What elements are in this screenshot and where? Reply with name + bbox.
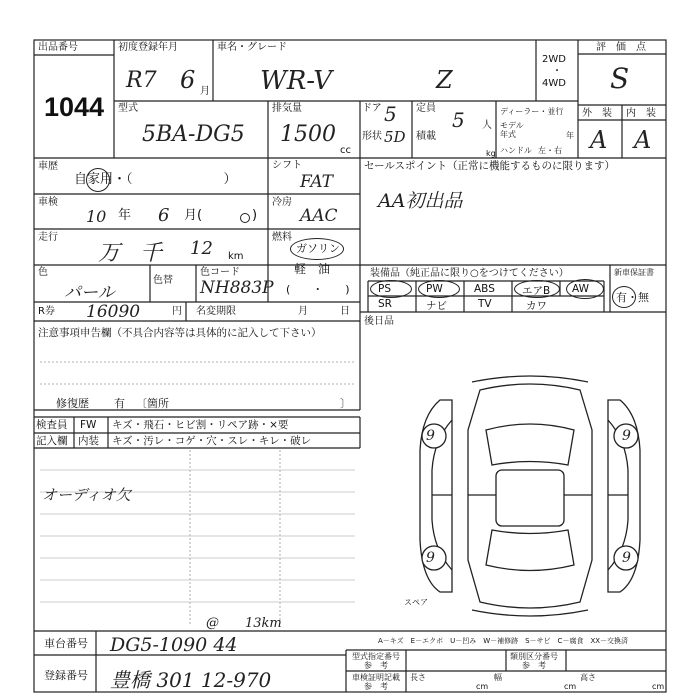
damage-mark-rear-right: 9	[622, 550, 631, 566]
equip-abs: ABS	[474, 283, 495, 295]
equip-leather: カワ	[526, 300, 547, 312]
recycle-ticket-label: R券	[38, 306, 55, 317]
history-label: 車歴	[38, 161, 58, 172]
inspection-label: 車検	[38, 197, 58, 208]
registration-month: 6	[180, 66, 196, 94]
inspector-label: 検査員	[36, 419, 68, 431]
equip-airbag: エアB	[522, 285, 551, 297]
overall-score: S	[610, 62, 630, 95]
color-code: NH883P	[200, 278, 274, 298]
inspection-dot	[240, 213, 250, 223]
handle-label: ハンドル	[500, 146, 532, 155]
fuel-label: 燃料	[272, 232, 292, 243]
model-name: WR-V	[260, 66, 332, 96]
displacement: 1500	[280, 122, 336, 147]
shape-label: 形状	[362, 131, 382, 142]
registration-era: R7	[126, 68, 157, 93]
drive-2wd: 2WD	[542, 54, 566, 65]
warranty-label: 新車保証書	[614, 268, 654, 277]
history-value: 自家用・（ ）	[74, 172, 237, 187]
damage-mark-front-right: 9	[622, 428, 631, 444]
year-unit: 年	[566, 131, 574, 140]
equip-navi: ナビ	[426, 300, 447, 312]
exterior-label: 外 装	[582, 108, 612, 119]
ac-label: 冷房	[272, 197, 292, 208]
load-unit: kg	[486, 149, 496, 158]
warranty-value: 有・無	[616, 291, 649, 304]
repair-history-label: 修復歴	[56, 397, 89, 410]
registration-number: 豊橋 301 12-970	[110, 668, 272, 692]
car-cert-sub: 参 考	[364, 682, 388, 691]
equip-tv: TV	[478, 298, 492, 310]
length-label: 長さ	[410, 673, 426, 682]
color-value: パール	[64, 283, 115, 303]
notes-label: 注意事項申告欄（不具合内容等は具体的に記入して下さい）	[38, 327, 322, 339]
grade: Z	[436, 66, 453, 94]
fw-defects: キズ・飛石・ヒビ割・リペア跡・×要	[112, 419, 289, 431]
interior-inspect-label: 内装	[78, 435, 99, 447]
class-label: 類別区分番号	[510, 652, 558, 661]
first-registration-label: 初度登録年月	[118, 42, 178, 53]
entry-label: 記入欄	[36, 435, 68, 447]
type-cert-label: 型式指定番号	[352, 652, 400, 661]
inspector-note: オーディオ欠	[42, 486, 131, 504]
exterior-score: A	[590, 126, 608, 154]
fuel-circle-mark	[290, 238, 344, 260]
length-unit: cm	[476, 682, 489, 691]
name-change-month: 月	[298, 306, 308, 317]
height-unit: cm	[652, 682, 665, 691]
capacity-unit: 人	[482, 120, 492, 131]
model-year-label: モデル 年式	[500, 121, 524, 139]
displacement-label: 排気量	[272, 103, 302, 114]
height-label: 高さ	[580, 673, 596, 682]
damage-mark-rear-left: 9	[426, 550, 435, 566]
ac-value: AAC	[300, 206, 338, 226]
repair-close-bracket: 〕	[340, 397, 351, 410]
mileage-note: @ 13km	[206, 616, 282, 631]
name-change-label: 名変期限	[196, 306, 236, 317]
fuel-gasoline: ガソリン	[296, 242, 340, 255]
color-label: 色	[38, 267, 48, 278]
history-circle-mark	[86, 168, 110, 192]
car-damage-diagram	[400, 370, 660, 620]
warranty-circle-mark	[612, 286, 636, 308]
class-sub: 参 考	[522, 661, 546, 670]
width-unit: cm	[564, 682, 577, 691]
displacement-unit: cc	[340, 145, 351, 156]
aw-circle-mark	[566, 279, 604, 299]
inspection-year: 10	[86, 207, 107, 226]
registration-month-unit: 月	[200, 86, 210, 97]
mileage-label: 走行	[38, 232, 58, 243]
model-grade-label: 車名・グレード	[217, 42, 287, 53]
repair-location-bracket: 〔箇所	[136, 397, 169, 410]
pw-circle-mark	[418, 280, 460, 298]
capacity-label: 定員	[416, 103, 436, 114]
mileage-sen: 千	[140, 241, 163, 266]
spare-label: スペア	[404, 598, 428, 607]
equip-sr: SR	[378, 298, 392, 310]
mileage-value: 12	[190, 238, 213, 259]
inspection-year-unit: 年	[118, 208, 132, 223]
equip-ps: PS	[378, 283, 391, 295]
inspection-month: 6	[158, 205, 170, 226]
after-date-label: 後日品	[364, 316, 394, 327]
mileage-unit: km	[228, 251, 244, 262]
interior-score: A	[634, 126, 652, 154]
fw-label: FW	[80, 419, 97, 431]
shift-value: FAT	[300, 172, 334, 192]
capacity: 5	[452, 108, 465, 132]
equip-aw: AW	[572, 283, 589, 295]
chassis-label: 車台番号	[44, 637, 88, 650]
recycle-ticket-value: 16090	[86, 302, 141, 322]
equip-pw: PW	[426, 283, 443, 295]
equipment-label: 装備品（純正品に限り○をつけてください）	[370, 268, 569, 279]
ps-circle-mark	[370, 280, 412, 298]
lot-number-label: 出品番号	[38, 42, 78, 53]
fuel-other: ( ・ )	[286, 283, 350, 296]
car-cert-label: 車検証明記載	[352, 673, 400, 682]
model-type: 5BA-DG5	[142, 122, 245, 147]
dealer-label: ディーラー・並行	[500, 107, 564, 116]
repair-history-value: 有	[114, 397, 125, 410]
damage-legend: A－キズ E－エクボ U－凹み W－補修跡 S－サビ C－腐食 XX－交換済	[378, 637, 629, 645]
drive-separator: ・	[552, 66, 562, 77]
door-label: ドア	[362, 103, 382, 114]
sales-point-label: セールスポイント（正常に機能するものに限ります）	[364, 160, 616, 172]
interior-defects: キズ・汚レ・コゲ・穴・スレ・キレ・破レ	[112, 435, 312, 447]
type-label: 型式	[118, 103, 138, 114]
inspection-month-unit: 月(	[184, 208, 203, 223]
width-label: 幅	[494, 673, 502, 682]
fuel-diesel: 軽 油	[294, 262, 331, 276]
chassis-number: DG5-1090 44	[110, 634, 238, 656]
lot-number: 1044	[44, 92, 105, 122]
handle-value: 左・右	[538, 146, 562, 155]
inspection-close: )	[252, 208, 258, 223]
drive-4wd: 4WD	[542, 78, 566, 89]
door-count: 5	[384, 102, 397, 126]
damage-mark-front-left: 9	[426, 428, 435, 444]
score-label: 評 価 点	[596, 42, 646, 53]
body-shape: 5D	[384, 128, 406, 146]
registration-number-label: 登録番号	[44, 669, 88, 682]
color-change-label: 色替	[153, 275, 173, 286]
mileage-man: 万	[98, 241, 121, 266]
load-label: 積載	[416, 131, 436, 142]
type-cert-sub: 参 考	[364, 661, 388, 670]
shift-label: シフト	[272, 160, 302, 171]
interior-label: 内 装	[626, 108, 656, 119]
airbag-circle-mark	[514, 280, 560, 298]
color-code-label: 色コード	[200, 267, 240, 278]
yen-unit: 円	[172, 306, 182, 317]
sales-point-text: AA初出品	[378, 190, 463, 212]
name-change-day: 日	[340, 306, 350, 317]
